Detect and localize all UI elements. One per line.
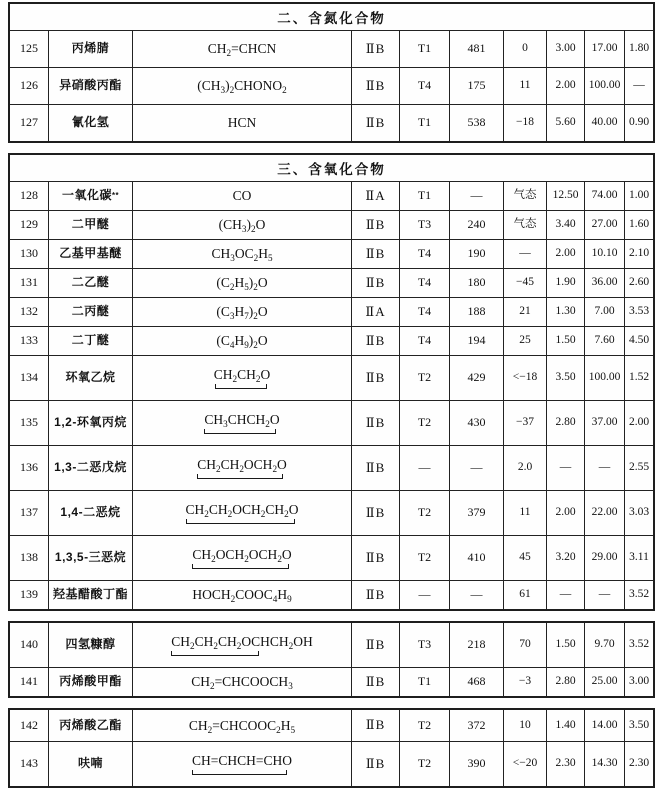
flash-point-cell: — — [503, 240, 546, 268]
formula: $CH_2=CHCOOCH_3$ — [191, 674, 293, 691]
row-number-cell: 128 — [20, 188, 38, 203]
equipment-group-cell: ⅡB — [351, 581, 399, 609]
ignition-temp-cell: 175 — [449, 68, 503, 104]
lower-explosive-limit-cell: 1.50 — [546, 327, 584, 355]
table-row — [10, 30, 653, 67]
lower-explosive-limit-cell: 12.50 — [546, 182, 584, 210]
ring-bond-bracket — [204, 429, 275, 434]
temperature-class-cell: T2 — [399, 356, 449, 400]
table-row — [10, 490, 653, 535]
table-row — [10, 268, 653, 297]
equipment-group-cell: ⅡB — [351, 356, 399, 400]
formula: $(C_2H_5)_2O$ — [216, 275, 268, 292]
upper-explosive-limit-cell: 27.00 — [584, 211, 624, 239]
table-block — [8, 708, 655, 788]
temperature-class-cell: T2 — [399, 401, 449, 445]
temperature-class-cell: T3 — [399, 211, 449, 239]
formula: $CH_2CH_2OCH_2O$ — [197, 457, 287, 474]
ring-bond-bracket — [215, 384, 268, 389]
substance-name-cell — [48, 240, 132, 268]
lower-explosive-limit-cell: 5.60 — [546, 105, 584, 141]
flash-point-cell: 11 — [503, 491, 546, 535]
row-number-cell: 141 — [20, 674, 38, 689]
ring-bond-bracket — [171, 651, 259, 656]
lower-explosive-limit-cell: 2.80 — [546, 668, 584, 696]
formula: CH=CHCH=CHO — [192, 753, 292, 769]
formula-cell — [132, 581, 351, 609]
formula-cell — [132, 401, 351, 445]
substance-name-cell — [48, 401, 132, 445]
substance-name: 异硝酸丙酯 — [59, 78, 122, 93]
relative-density-cell: 2.55 — [624, 446, 653, 490]
formula-text — [197, 457, 287, 479]
formula: CO — [232, 188, 252, 204]
row-number-cell: 130 — [20, 246, 38, 261]
ignition-temp-cell: 430 — [449, 401, 503, 445]
upper-explosive-limit-cell: 7.60 — [584, 327, 624, 355]
formula-cell — [132, 105, 351, 141]
upper-explosive-limit-cell: 36.00 — [584, 269, 624, 297]
table-row — [10, 239, 653, 268]
formula-text — [208, 41, 276, 57]
substance-name-cell — [48, 446, 132, 490]
lower-explosive-limit-cell: 1.30 — [546, 298, 584, 326]
formula-text — [233, 188, 252, 204]
section-title: 二、含氮化合物 — [277, 11, 386, 26]
row-number-cell: 131 — [20, 275, 38, 290]
relative-density-cell: 3.00 — [624, 668, 653, 696]
lower-explosive-limit-cell: 3.50 — [546, 356, 584, 400]
table-row — [10, 210, 653, 239]
relative-density-cell: 1.52 — [624, 356, 653, 400]
substance-name: 丙烯酸乙酯 — [59, 717, 122, 732]
substance-name-cell — [48, 211, 132, 239]
relative-density-cell: 2.30 — [624, 742, 653, 786]
flash-point-cell: 气态 — [503, 211, 546, 239]
substance-name: 四氢糠醇 — [65, 637, 116, 652]
substance-name-cell — [48, 269, 132, 297]
lower-explosive-limit-cell: 1.40 — [546, 710, 584, 741]
ignition-temp-cell: 372 — [449, 710, 503, 741]
flash-point-cell: −3 — [503, 668, 546, 696]
table-row — [10, 104, 653, 141]
equipment-group-cell: ⅡA — [351, 298, 399, 326]
ignition-temp-cell: 481 — [449, 31, 503, 67]
row-number-cell: 143 — [20, 756, 38, 771]
substance-name-cell — [48, 668, 132, 696]
flash-point-cell: −37 — [503, 401, 546, 445]
relative-density-cell: 4.50 — [624, 327, 653, 355]
flash-point-cell: 气态 — [503, 182, 546, 210]
equipment-group-cell: ⅡB — [351, 31, 399, 67]
row-number-cell: 133 — [20, 333, 38, 348]
temperature-class-cell: T4 — [399, 298, 449, 326]
upper-explosive-limit-cell: 17.00 — [584, 31, 624, 67]
flash-point-cell: 11 — [503, 68, 546, 104]
substance-name-cell — [48, 327, 132, 355]
formula-cell — [132, 298, 351, 326]
ignition-temp-cell: — — [449, 581, 503, 609]
substance-name-cell: 一氧化碳 ** — [48, 182, 132, 210]
temperature-class-cell: — — [399, 446, 449, 490]
substance-name: 丙烯腈 — [71, 41, 110, 56]
lower-explosive-limit-cell: — — [546, 581, 584, 609]
compound-tables — [8, 2, 655, 788]
formula-cell — [132, 742, 351, 786]
substance-name: 一氧化碳 — [61, 188, 112, 203]
temperature-class-cell: T1 — [399, 668, 449, 696]
substance-name: 乙基甲基醚 — [59, 246, 122, 261]
lower-explosive-limit-cell: — — [546, 446, 584, 490]
substance-name-cell — [48, 105, 132, 141]
lower-explosive-limit-cell: 3.00 — [546, 31, 584, 67]
formula: $CH_2=CHCN$ — [207, 41, 277, 58]
row-number-cell: 127 — [20, 115, 38, 130]
table-row — [10, 535, 653, 580]
equipment-group-cell: ⅡB — [351, 491, 399, 535]
table-row — [10, 445, 653, 490]
formula-cell — [132, 211, 351, 239]
formula: $(CH_3)_2CHONO_2$ — [197, 78, 287, 95]
temperature-class-cell: T2 — [399, 491, 449, 535]
ignition-temp-cell: 410 — [449, 536, 503, 580]
formula-cell — [132, 446, 351, 490]
lower-explosive-limit-cell: 2.00 — [546, 491, 584, 535]
formula-cell — [132, 536, 351, 580]
equipment-group-cell: ⅡB — [351, 623, 399, 667]
substance-name-cell — [48, 710, 132, 741]
relative-density-cell: 3.52 — [624, 623, 653, 667]
relative-density-cell: 3.11 — [624, 536, 653, 580]
substance-name: 1,3,5-三恶烷 — [54, 550, 127, 565]
ignition-temp-cell: — — [449, 182, 503, 210]
upper-explosive-limit-cell: 9.70 — [584, 623, 624, 667]
table-block — [8, 621, 655, 698]
lower-explosive-limit-cell: 1.50 — [546, 623, 584, 667]
equipment-group-cell: ⅡB — [351, 105, 399, 141]
formula: $CH_3CHCH_2O$ — [204, 412, 280, 429]
temperature-class-cell: T2 — [399, 710, 449, 741]
formula: $(CH_3)_2O$ — [218, 217, 266, 234]
flash-point-cell: 10 — [503, 710, 546, 741]
row-number-cell: 135 — [20, 415, 38, 430]
upper-explosive-limit-cell: 100.00 — [584, 68, 624, 104]
upper-explosive-limit-cell: 22.00 — [584, 491, 624, 535]
row-number-cell: 126 — [20, 78, 38, 93]
ignition-temp-cell: 240 — [449, 211, 503, 239]
upper-explosive-limit-cell: — — [584, 446, 624, 490]
substance-name: 二乙醚 — [71, 275, 110, 290]
ignition-temp-cell: 180 — [449, 269, 503, 297]
relative-density-cell: 2.10 — [624, 240, 653, 268]
equipment-group-cell: ⅡB — [351, 327, 399, 355]
table-row — [10, 67, 653, 104]
upper-explosive-limit-cell: 10.10 — [584, 240, 624, 268]
flash-point-cell: 0 — [503, 31, 546, 67]
relative-density-cell: 2.00 — [624, 401, 653, 445]
flash-point-cell: <−20 — [503, 742, 546, 786]
row-number-cell: 139 — [20, 587, 38, 602]
table-row — [10, 355, 653, 400]
relative-density-cell: 1.00 — [624, 182, 653, 210]
substance-name: 丙烯酸甲酯 — [59, 674, 122, 689]
equipment-group-cell: ⅡB — [351, 668, 399, 696]
substance-name-cell — [48, 298, 132, 326]
lower-explosive-limit-cell: 1.90 — [546, 269, 584, 297]
substance-name: 1,3-二恶戊烷 — [54, 460, 127, 475]
lower-explosive-limit-cell: 3.40 — [546, 211, 584, 239]
upper-explosive-limit-cell: 74.00 — [584, 182, 624, 210]
temperature-class-cell: T1 — [399, 105, 449, 141]
flash-point-cell: 61 — [503, 581, 546, 609]
upper-explosive-limit-cell: 14.00 — [584, 710, 624, 741]
formula-cell — [132, 327, 351, 355]
temperature-class-cell: T3 — [399, 623, 449, 667]
formula: $CH_2CH_2OCH_2CH_2O$ — [185, 502, 299, 519]
formula: $CH_2OCH_2OCH_2O$ — [192, 547, 292, 564]
upper-explosive-limit-cell: 37.00 — [584, 401, 624, 445]
table-row — [10, 623, 653, 667]
table-row — [10, 667, 653, 696]
formula: $CH_2=CHCOOC_2H_5$ — [188, 717, 296, 735]
row-number-cell: 134 — [20, 370, 38, 385]
row-number-cell: 138 — [20, 550, 38, 565]
ignition-temp-cell: 538 — [449, 105, 503, 141]
flash-point-cell: −45 — [503, 269, 546, 297]
relative-density-cell: 3.53 — [624, 298, 653, 326]
equipment-group-cell: ⅡB — [351, 742, 399, 786]
temperature-class-cell: T2 — [399, 742, 449, 786]
substance-name-cell — [48, 68, 132, 104]
row-number-cell: 129 — [20, 217, 38, 232]
substance-name-cell — [48, 623, 132, 667]
substance-name: 1,2-环氧丙烷 — [54, 415, 127, 430]
row-number-cell: 142 — [20, 717, 38, 732]
row-number-cell: 125 — [20, 41, 38, 56]
row-number-cell: 132 — [20, 304, 38, 319]
upper-explosive-limit-cell: 29.00 — [584, 536, 624, 580]
formula-text — [216, 275, 267, 291]
formula-cell — [132, 240, 351, 268]
table-row — [10, 326, 653, 355]
relative-density-cell: 3.50 — [624, 710, 653, 741]
formula-text — [189, 718, 295, 734]
substance-name: 二甲醚 — [71, 217, 110, 232]
substance-name-cell — [48, 742, 132, 786]
flash-point-cell: 21 — [503, 298, 546, 326]
relative-density-cell: 1.60 — [624, 211, 653, 239]
relative-density-cell: 1.80 — [624, 31, 653, 67]
row-number-cell: 136 — [20, 460, 38, 475]
formula-cell — [132, 182, 351, 210]
substance-name: 羟基醋酸丁酯 — [52, 587, 128, 602]
substance-name: 1,4-二恶烷 — [60, 505, 121, 520]
formula: $CH_3OC_2H_5$ — [211, 246, 273, 263]
lower-explosive-limit-cell: 2.80 — [546, 401, 584, 445]
formula-text — [186, 502, 299, 524]
relative-density-cell: — — [624, 68, 653, 104]
ignition-temp-cell: 190 — [449, 240, 503, 268]
equipment-group-cell: ⅡB — [351, 68, 399, 104]
formula-text — [228, 115, 257, 131]
upper-explosive-limit-cell: 7.00 — [584, 298, 624, 326]
equipment-group-cell: ⅡB — [351, 446, 399, 490]
equipment-group-cell: ⅡB — [351, 536, 399, 580]
upper-explosive-limit-cell: — — [584, 581, 624, 609]
formula-text — [211, 246, 272, 262]
formula: $(C_3H_7)_2O$ — [216, 304, 268, 321]
equipment-group-cell: ⅡB — [351, 401, 399, 445]
row-number-cell: 140 — [20, 637, 38, 652]
table-row — [10, 710, 653, 741]
formula: $CH_2CH_2CH_2OCHCH_2OH$ — [171, 634, 313, 651]
upper-explosive-limit-cell: 100.00 — [584, 356, 624, 400]
ignition-temp-cell: 194 — [449, 327, 503, 355]
formula-text — [197, 78, 287, 94]
substance-name: 氰化氢 — [71, 115, 110, 130]
upper-explosive-limit-cell: 40.00 — [584, 105, 624, 141]
substance-name-cell — [48, 536, 132, 580]
formula-cell — [132, 710, 351, 741]
ring-bond-bracket — [192, 770, 287, 775]
equipment-group-cell: ⅡB — [351, 211, 399, 239]
temperature-class-cell: T4 — [399, 68, 449, 104]
substance-name: 环氧乙烷 — [65, 370, 116, 385]
flash-point-cell: 2.0 — [503, 446, 546, 490]
formula-text — [204, 412, 279, 434]
ignition-temp-cell: 429 — [449, 356, 503, 400]
formula: $(C_4H_9)_2O$ — [216, 333, 268, 350]
formula-cell — [132, 68, 351, 104]
temperature-class-cell: T4 — [399, 327, 449, 355]
upper-explosive-limit-cell: 25.00 — [584, 668, 624, 696]
flash-point-cell: 70 — [503, 623, 546, 667]
ignition-temp-cell: — — [449, 446, 503, 490]
relative-density-cell: 3.03 — [624, 491, 653, 535]
substance-name-cell — [48, 581, 132, 609]
lower-explosive-limit-cell: 3.20 — [546, 536, 584, 580]
flash-point-cell: 45 — [503, 536, 546, 580]
formula-text — [171, 634, 312, 656]
lower-explosive-limit-cell: 2.00 — [546, 68, 584, 104]
substance-name-cell — [48, 31, 132, 67]
equipment-group-cell: ⅡB — [351, 710, 399, 741]
formula: $CH_2CH_2O$ — [213, 367, 271, 384]
equipment-group-cell: ⅡB — [351, 269, 399, 297]
relative-density-cell: 3.52 — [624, 581, 653, 609]
formula-cell — [132, 356, 351, 400]
formula-text — [192, 587, 291, 603]
formula-text — [191, 674, 293, 690]
flash-point-cell: <−18 — [503, 356, 546, 400]
formula-cell — [132, 31, 351, 67]
upper-explosive-limit-cell: 14.30 — [584, 742, 624, 786]
temperature-class-cell: T1 — [399, 31, 449, 67]
ring-bond-bracket — [186, 519, 296, 524]
table-row — [10, 400, 653, 445]
ignition-temp-cell: 188 — [449, 298, 503, 326]
equipment-group-cell: ⅡA — [351, 182, 399, 210]
lower-explosive-limit-cell: 2.30 — [546, 742, 584, 786]
ignition-temp-cell: 218 — [449, 623, 503, 667]
formula-text — [219, 217, 266, 233]
flash-point-cell: −18 — [503, 105, 546, 141]
ignition-temp-cell: 390 — [449, 742, 503, 786]
section-title: 三、含氧化合物 — [277, 162, 386, 177]
formula-text — [214, 367, 270, 389]
equipment-group-cell: ⅡB — [351, 240, 399, 268]
formula-cell — [132, 623, 351, 667]
formula-text — [192, 547, 291, 569]
temperature-class-cell: T1 — [399, 182, 449, 210]
formula: $HOCH_2COOC_4H_9$ — [192, 587, 292, 604]
ring-bond-bracket — [197, 474, 283, 479]
table-block — [8, 153, 655, 611]
row-number-cell: 137 — [20, 505, 38, 520]
flash-point-cell: 25 — [503, 327, 546, 355]
table-row — [10, 297, 653, 326]
formula-text — [216, 304, 267, 320]
substance-name: 二丁醚 — [71, 333, 110, 348]
table-row — [10, 181, 653, 210]
formula-cell — [132, 668, 351, 696]
ring-bond-bracket — [192, 564, 288, 569]
substance-name: 二丙醚 — [71, 304, 110, 319]
substance-name-cell — [48, 356, 132, 400]
ignition-temp-cell: 468 — [449, 668, 503, 696]
relative-density-cell: 2.60 — [624, 269, 653, 297]
table-block — [8, 2, 655, 143]
ignition-temp-cell: 379 — [449, 491, 503, 535]
formula: HCN — [227, 115, 257, 131]
temperature-class-cell: T4 — [399, 240, 449, 268]
temperature-class-cell: T2 — [399, 536, 449, 580]
temperature-class-cell: — — [399, 581, 449, 609]
formula-text — [216, 333, 267, 349]
substance-name: 呋喃 — [77, 756, 103, 771]
formula-cell — [132, 269, 351, 297]
temperature-class-cell: T4 — [399, 269, 449, 297]
table-row — [10, 580, 653, 609]
formula-cell — [132, 491, 351, 535]
formula-text — [192, 753, 292, 775]
relative-density-cell: 0.90 — [624, 105, 653, 141]
substance-name-cell — [48, 491, 132, 535]
lower-explosive-limit-cell: 2.00 — [546, 240, 584, 268]
